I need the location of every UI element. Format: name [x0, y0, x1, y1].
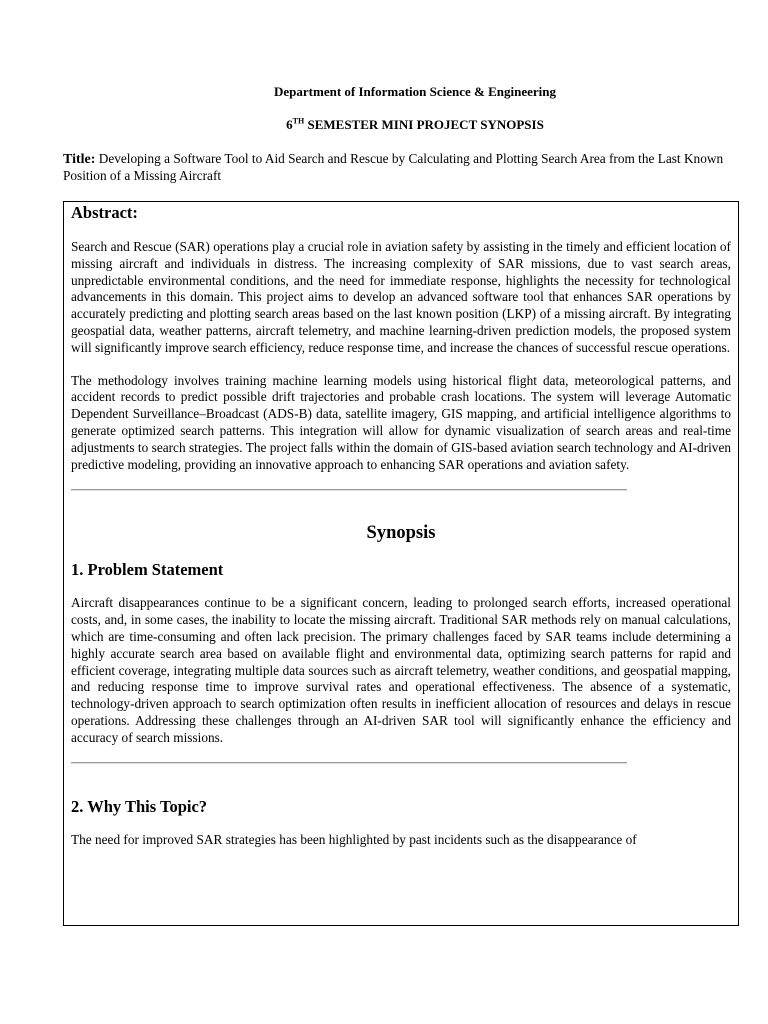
horizontal-divider [71, 489, 627, 491]
project-title [63, 151, 763, 184]
semester-superscript: TH [292, 116, 305, 126]
semester-number: 6 [286, 117, 293, 132]
horizontal-divider [71, 762, 627, 764]
synopsis-title: Synopsis [366, 523, 436, 544]
why-this-topic-paragraph: The need for improved SAR strategies has been highlighted by past incidents such as the disappearance of [71, 831, 637, 847]
synopsis-content-box [63, 201, 739, 926]
semester-heading [0, 117, 768, 133]
abstract-paragraph-2: The methodology involves training machine learning models using historical flight data, meteorological patterns, and accident records to predict possible drift trajectories and probable crash locations. The system will leverage Automatic Dependent Surveillance–Broadcast (ADS-B) data, satellite imagery, GIS mapping, and artificial intelligence algorithms to generate optimized search patterns. This integration will allow for dynamic visualization of search areas and real-time adjustments to search strategies. The project falls within the domain of GIS-based aviation search technology and AI-driven predictive modeling, providing an innovative approach to enhancing SAR operations and aviation safety. [71, 372, 731, 472]
title-label: Title: [63, 152, 96, 167]
problem-statement-heading: 1. Problem Statement [71, 560, 224, 580]
title-text: Developing a Software Tool to Aid Search and Rescue by Calculating and Plotting Search Area from the Last Known Position of a Missing Aircraft [63, 151, 724, 183]
abstract-heading: Abstract: [71, 203, 138, 222]
abstract-paragraph-1: Search and Rescue (SAR) operations play a crucial role in aviation safety by assisting in the timely and efficient location of missing aircraft and individuals in distress. The increasing complexity of SAR missions, due to vast search areas, unpredictable environmental conditions, and the need for immediate response, highlights the necessity for technological advancements in this domain. This project aims to develop an advanced software tool that enhances SAR operations by accurately predicting and plotting search areas based on the last known position (LKP) of a missing aircraft. By integrating geospatial data, weather patterns, aircraft telemetry, and machine learning-driven prediction models, the proposed system will significantly improve search efficiency, reduce response time, and increase the chances of successful rescue operations. [71, 239, 731, 355]
department-heading: Department of Information Science & Engineering [274, 84, 556, 99]
why-this-topic-heading: 2. Why This Topic? [71, 796, 208, 816]
problem-statement-paragraph: Aircraft disappearances continue to be a significant concern, leading to prolonged search efforts, increased operational costs, and, in some cases, the inability to locate the missing aircraft. Traditional SAR methods rely on manual calculations, which are time-consuming and often lack precision. The primary challenges faced by SAR teams include determining a highly accurate search area based on available flight and environmental data, optimizing search patterns for rapid and efficient coverage, integrating multiple data sources such as aircraft telemetry, weather conditions, and geospatial mapping, and reducing response time to improve survival rates and operational effectiveness. The absence of a systematic, technology-driven approach to search optimization often results in inefficient allocation of resources and delays in rescue operations. Addressing these challenges through an AI-driven SAR tool will significantly enhance the efficiency and accuracy of search missions. [71, 595, 731, 745]
semester-heading-text: SEMESTER MINI PROJECT SYNOPSIS [304, 117, 544, 132]
